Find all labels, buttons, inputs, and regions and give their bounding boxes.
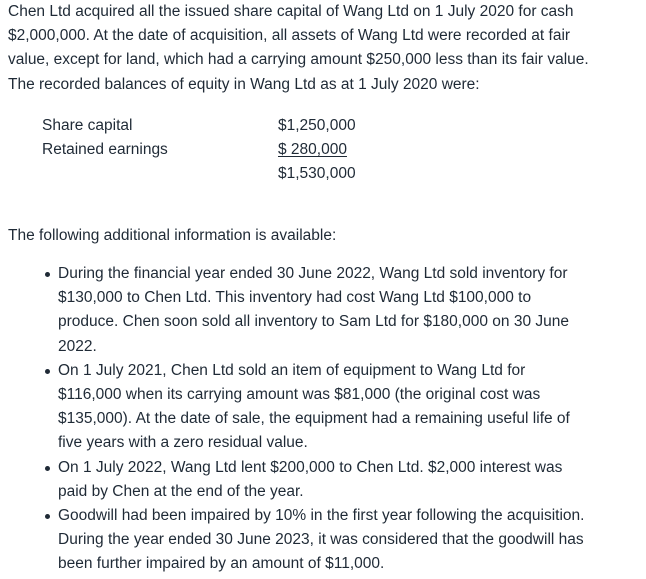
- retained-earnings-label: Retained earnings: [42, 140, 168, 158]
- list-item: [8, 456, 640, 504]
- list-item-line: five years with a zero residual value.: [58, 434, 308, 452]
- list-item-line: Goodwill had been impaired by 10% in the first year following the acquisition.: [58, 507, 585, 525]
- bullet-dot-icon: [45, 466, 50, 471]
- additional-info-list: [8, 262, 640, 577]
- list-item-line: produce. Chen soon sold all inventory to Sam Ltd for $180,000 on 30 June: [58, 313, 569, 331]
- intro-line: $2,000,000. At the date of acquisition, all assets of Wang Ltd were recorded at fair: [8, 27, 571, 45]
- list-item-line: $135,000). At the date of sale, the equipment had a remaining useful life of: [58, 410, 570, 428]
- intro-paragraph: [8, 0, 640, 97]
- list-item-line: On 1 July 2021, Chen Ltd sold an item of equipment to Wang Ltd for: [58, 361, 526, 379]
- retained-earnings-value: $ 280,000: [278, 140, 347, 158]
- intro-line: The recorded balances of equity in Wang Ltd as at 1 July 2020 were:: [8, 75, 480, 93]
- intro-line: Chen Ltd acquired all the issued share capital of Wang Ltd on 1 July 2020 for cash: [8, 3, 574, 20]
- list-item: [8, 359, 640, 456]
- list-item-line: $130,000 to Chen Ltd. This inventory had cost Wang Ltd $100,000 to: [58, 289, 532, 307]
- list-item: [8, 262, 640, 359]
- list-item-line: 2022.: [58, 337, 97, 355]
- document-page: [8, 0, 640, 573]
- equity-row-share-capital: [42, 114, 382, 138]
- equity-row-retained-earnings: [42, 138, 382, 162]
- list-item-line: been further impaired by an amount of $11,000.: [58, 555, 385, 573]
- additional-info-heading: The following additional information is available:: [8, 227, 337, 244]
- bullet-dot-icon: [45, 369, 50, 374]
- bullet-dot-icon: [45, 272, 50, 277]
- share-capital-label: Share capital: [42, 116, 133, 134]
- equity-row-total: [42, 162, 382, 186]
- intro-line: value, except for land, which had a carrying amount $250,000 less than its fair value.: [8, 51, 589, 69]
- equity-total-value: $1,530,000: [278, 164, 356, 182]
- list-item-line: paid by Chen at the end of the year.: [58, 482, 304, 500]
- equity-table: [8, 114, 640, 186]
- list-item: [8, 504, 640, 577]
- share-capital-value: $1,250,000: [278, 116, 356, 134]
- list-item-line: $116,000 when its carrying amount was $81,000 (the original cost was: [58, 386, 541, 404]
- list-item-line: During the financial year ended 30 June 2022, Wang Ltd sold inventory for: [58, 265, 568, 282]
- list-item-line: During the year ended 30 June 2023, it was considered that the goodwill has: [58, 531, 584, 549]
- list-item-line: On 1 July 2022, Wang Ltd lent $200,000 to Chen Ltd. $2,000 interest was: [58, 458, 563, 476]
- bullet-dot-icon: [45, 514, 50, 519]
